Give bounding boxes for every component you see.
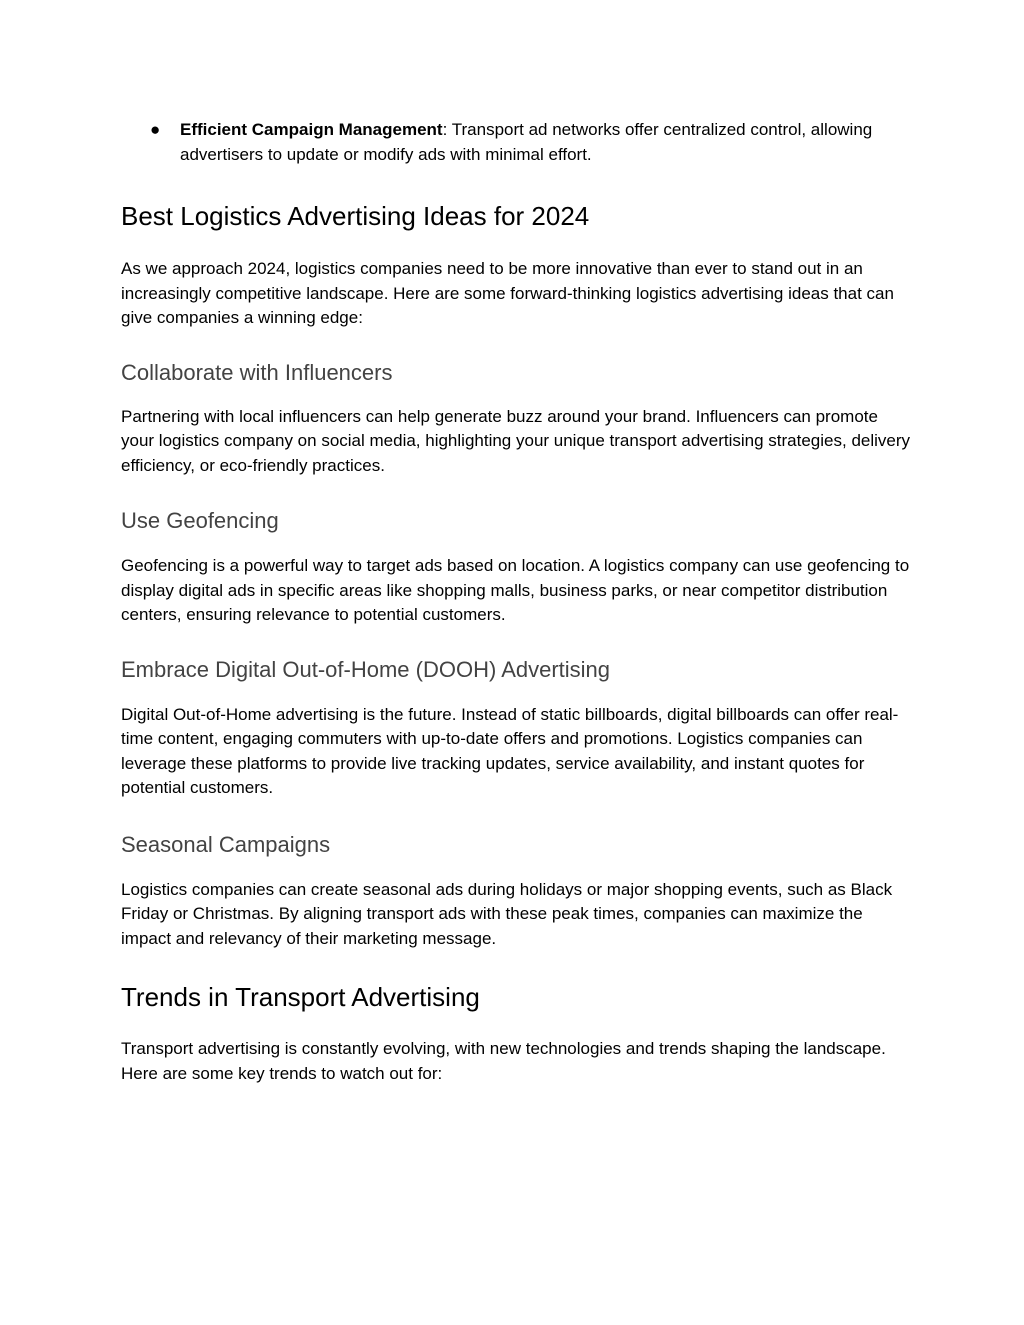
section-intro-ideas: As we approach 2024, logistics companies need to be more innovative than ever to stand out in an increasingly competitive landscape. Here are some forward-thinking logistics advertising ideas that can give companies a winning edge: — [121, 259, 894, 327]
bullet-icon: ● — [150, 120, 161, 139]
paragraph-geofencing: Geofencing is a powerful way to target ads based on location. A logistics company can use geofencing to display digital ads in specific areas like shopping malls, business parks, or near competitor distribution centers, ensuring relevance to potential customers. — [121, 556, 910, 624]
document-page — [121, 118, 911, 1086]
paragraph-influencers: Partnering with local influencers can help generate buzz around your brand. Influencers can promote your logistics company on social media, highlighting your unique transport advertising strategies, delivery efficiency, or eco-friendly practices. — [121, 406, 911, 475]
subheading-dooh: Embrace Digital Out-of-Home (DOOH) Advertising — [121, 656, 611, 682]
subheading-geofencing: Use Geofencing — [121, 508, 279, 533]
subheading-influencers: Collaborate with Influencers — [121, 359, 393, 385]
paragraph-dooh: Digital Out-of-Home advertising is the future. Instead of static billboards, digital billboards can offer real-time content, engaging commuters with up-to-date offers and promotions. Logistics companies can leverage these platforms to provide live tracking updates, service availability, and instant quotes for potential customers. — [121, 704, 899, 797]
section-intro-trends: Transport advertising is constantly evolving, with new technologies and trends shaping the landscape. Here are some key trends to watch out for: — [121, 1039, 886, 1083]
list-item — [120, 118, 911, 167]
bullet-text: : Transport ad networks offer centralized control, allowing advertisers to update or modify ads with minimal effort. — [180, 120, 873, 164]
paragraph-seasonal: Logistics companies can create seasonal ads during holidays or major shopping events, such as Black Friday or Christmas. By aligning transport ads with these peak times, companies can maximize the impact and relevancy of their marketing message. — [121, 879, 893, 948]
subheading-seasonal: Seasonal Campaigns — [121, 831, 331, 857]
section-heading-trends: Trends in Transport Advertising — [121, 982, 480, 1012]
section-heading-ideas: Best Logistics Advertising Ideas for 2024 — [121, 201, 590, 231]
bullet-bold-label: Efficient Campaign Management — [180, 120, 443, 139]
